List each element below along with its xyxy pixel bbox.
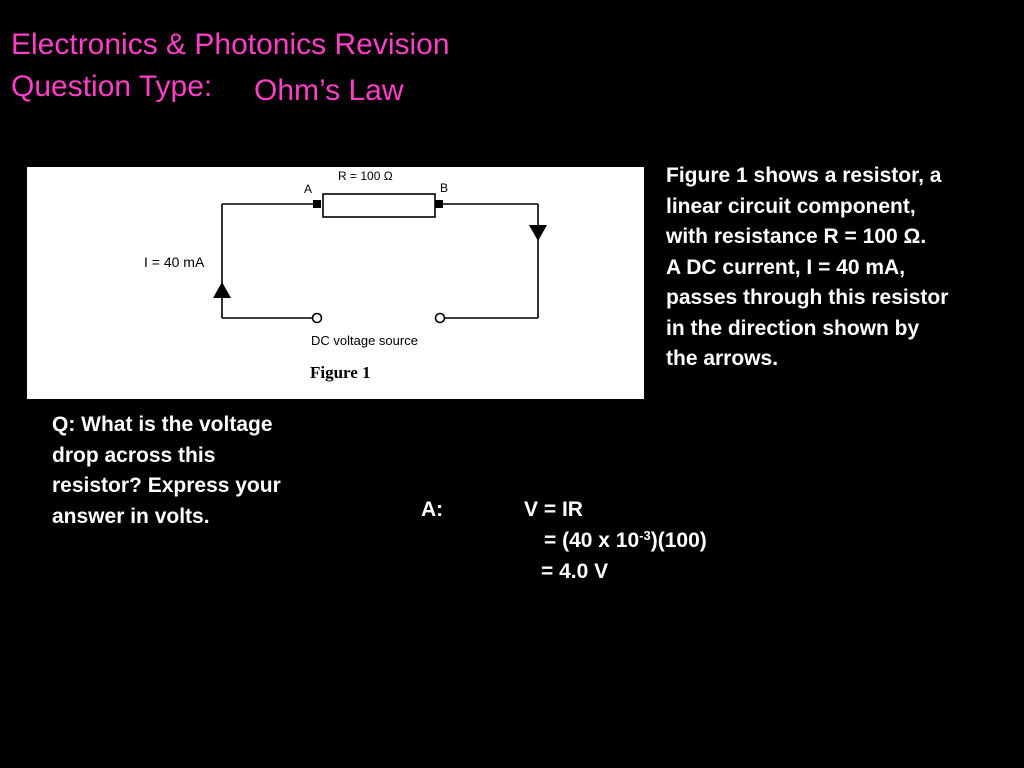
circuit-figure bbox=[27, 167, 644, 399]
problem-description bbox=[666, 161, 1018, 375]
description-line: passes through this resistor bbox=[666, 286, 949, 309]
question-topic: Ohm’s Law bbox=[254, 74, 404, 107]
node-b-label: B bbox=[440, 181, 449, 195]
circuit-diagram bbox=[27, 167, 644, 399]
source-terminal-left bbox=[313, 314, 322, 323]
question-line: drop across this bbox=[52, 443, 216, 467]
answer-substitution bbox=[544, 526, 707, 556]
question-text bbox=[52, 410, 352, 532]
slide-title: Electronics & Photonics Revision bbox=[11, 28, 450, 61]
arrow-up-icon bbox=[213, 282, 231, 298]
description-line: with resistance R = 100 Ω. bbox=[666, 225, 927, 248]
question-line: resistor? Express your bbox=[52, 474, 281, 497]
description-line: linear circuit component, bbox=[666, 194, 916, 218]
current-label: I = 40 mA bbox=[144, 254, 205, 270]
answer-exponent: -3 bbox=[639, 528, 651, 543]
description-line: the arrows. bbox=[666, 347, 779, 370]
description-line: A DC current, I = 40 mA, bbox=[666, 255, 906, 279]
source-label: DC voltage source bbox=[311, 333, 418, 348]
figure-caption: Figure 1 bbox=[310, 363, 371, 382]
resistor bbox=[323, 194, 435, 217]
node-a-label: A bbox=[304, 182, 313, 196]
arrow-down-icon bbox=[529, 225, 547, 241]
resistor-label: R = 100 Ω bbox=[338, 169, 393, 183]
source-terminal-right bbox=[436, 314, 445, 323]
answer-result: = 4.0 V bbox=[541, 560, 609, 583]
answer-substitution-start: = (40 x 10 bbox=[544, 529, 640, 552]
answer-substitution-end: )(100) bbox=[650, 529, 707, 552]
description-line: in the direction shown by bbox=[666, 316, 920, 340]
question-line: Q: What is the voltage bbox=[52, 413, 273, 436]
answer-formula: V = IR bbox=[524, 498, 583, 521]
question-line: answer in volts. bbox=[52, 504, 210, 528]
description-line: Figure 1 shows a resistor, a bbox=[666, 164, 942, 187]
node-a-terminal bbox=[313, 200, 321, 208]
node-b-terminal bbox=[435, 200, 443, 208]
answer-label: A: bbox=[421, 498, 444, 521]
question-type-label: Question Type: bbox=[11, 70, 213, 103]
